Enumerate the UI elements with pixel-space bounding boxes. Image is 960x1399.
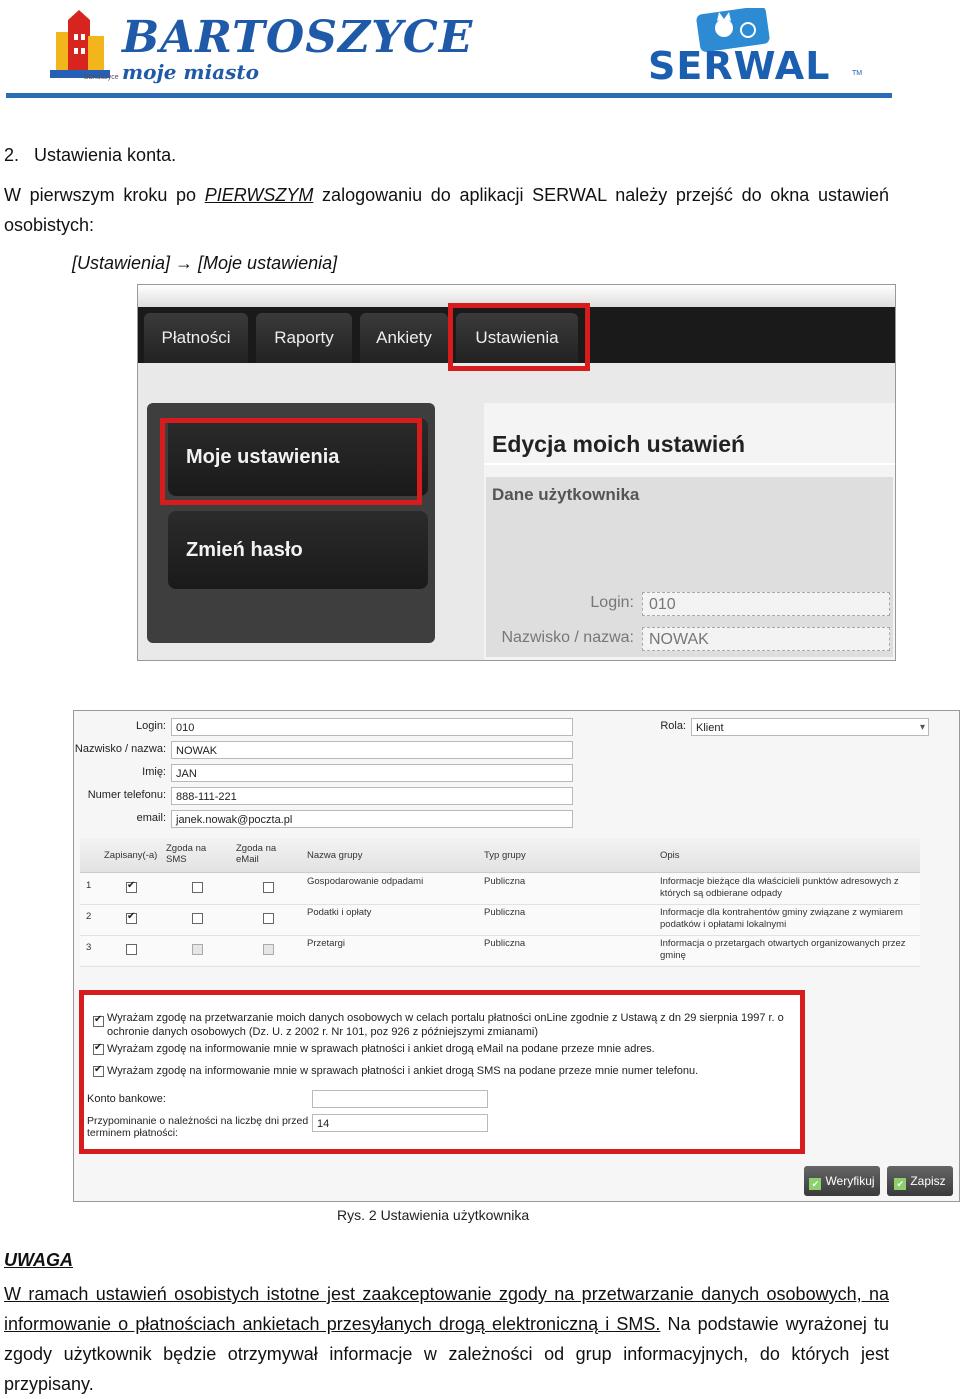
consent-sms-text: Wyrażam zgodę na informowanie mnie w sprawach płatności i ankiet drogą SMS na podane przeze mnie numer telefonu.	[107, 1065, 699, 1077]
logo-subtitle: moje miasto	[122, 60, 259, 84]
zapisz-label: Zapisz	[910, 1174, 946, 1188]
form-phone-label: Numer telefonu:	[87, 789, 166, 801]
trademark: TM	[852, 70, 863, 77]
group-name: Przetargi	[307, 938, 346, 949]
sms-checkbox[interactable]	[192, 913, 203, 924]
form-email-label: email:	[136, 812, 166, 824]
table-row[interactable]	[80, 873, 920, 905]
check-icon: ✔	[809, 1178, 821, 1190]
group-description: Informacje bieżące dla właścicieli punktów adresowych z których są odbierane odpady	[660, 876, 899, 899]
col-zgoda-email: Zgoda na eMail	[236, 843, 277, 865]
logo-small-text: Bartoszyce	[84, 74, 119, 81]
reminder-days-input[interactable]: 14	[312, 1114, 488, 1132]
tab-raporty[interactable]: Raporty	[256, 313, 352, 363]
figure-caption: Rys. 2 Ustawienia użytkownika	[337, 1207, 530, 1223]
town-hall-icon	[50, 10, 114, 82]
highlight-moje-ustawienia	[160, 418, 422, 505]
group-description: Informacja o przetargach otwartych organizowanych przez gminę	[660, 938, 906, 961]
sms-checkbox[interactable]	[192, 944, 203, 955]
intro-paragraph	[4, 180, 889, 240]
email-checkbox[interactable]	[263, 944, 274, 955]
zapisz-button[interactable]	[887, 1166, 953, 1196]
group-name: Podatki i opłaty	[307, 907, 372, 918]
logo-title: BARTOSZYCE	[122, 12, 474, 63]
reminder-label: Przypominanie o należności na liczbę dni przed terminem płatności:	[87, 1115, 309, 1139]
surname-field[interactable]: NOWAK	[642, 627, 890, 651]
table-header	[80, 838, 920, 873]
form-login-input[interactable]: 010	[171, 718, 573, 736]
row-number: 1	[86, 880, 92, 891]
col-opis: Opis	[660, 850, 680, 861]
user-data-heading: Dane użytkownika	[492, 485, 640, 504]
consent-data-text: Wyrażam zgodę na przetwarzanie moich danych osobowych w celach portalu płatności onLine zgodnie z Ustawą z dn 29 sierpnia 1997 r. o ochronie danych osobowych (Dz. U. z 2002 r. Nr 101, poz 926 z późniejszymi zmianami)	[107, 1012, 784, 1038]
table-row[interactable]	[80, 935, 920, 967]
check-icon: ✔	[894, 1178, 906, 1190]
intro-text: W pierwszym kroku po	[4, 185, 205, 205]
group-type: Publiczna	[484, 876, 526, 887]
zmien-haslo-button[interactable]: Zmień hasło	[168, 511, 428, 589]
login-field[interactable]: 010	[642, 592, 890, 616]
chevron-down-icon: ▾	[919, 722, 925, 733]
highlight-ustawienia	[448, 303, 590, 371]
sms-checkbox[interactable]	[192, 882, 203, 893]
bartoszyce-logo	[50, 8, 474, 88]
col-zapisany: Zapisany(-a)	[104, 850, 158, 861]
form-surname-input[interactable]: NOWAK	[171, 741, 573, 759]
form-phone-input[interactable]: 888-111-221	[171, 787, 573, 805]
role-value: Klient	[696, 722, 724, 734]
user-settings-form-screenshot	[73, 710, 960, 1202]
edit-settings-title: Edycja moich ustawień	[492, 431, 746, 457]
intro-text-end: zalogowaniu do aplikacji SERWAL należy przejść do okna ustawień osobistych:	[4, 185, 889, 235]
zapisany-checkbox[interactable]	[126, 913, 137, 924]
zapisany-checkbox[interactable]	[126, 944, 137, 955]
note-text: Na podstawie wyrażonej tu zgody użytkownik będzie otrzymywał informacje w zależności od grup informacyjnych, do których jest przypisany.	[4, 1314, 889, 1394]
email-checkbox[interactable]	[263, 913, 274, 924]
table-row[interactable]	[80, 904, 920, 936]
highlight-consents	[79, 990, 805, 1154]
note-title: UWAGA	[4, 1250, 73, 1270]
form-firstname-input[interactable]: JAN	[171, 764, 573, 782]
row-number: 2	[86, 911, 92, 922]
group-type: Publiczna	[484, 938, 526, 949]
col-zgoda-sms: Zgoda na SMS	[166, 843, 207, 865]
zapisany-checkbox[interactable]	[126, 882, 137, 893]
tab-platnosci[interactable]: Płatności	[144, 313, 248, 363]
role-select[interactable]	[691, 718, 929, 736]
weryfikuj-label: Weryfikuj	[825, 1174, 875, 1188]
serwal-logo	[640, 8, 870, 88]
col-typ-grupy: Typ grupy	[484, 850, 526, 861]
tab-ustawienia[interactable]: Ustawienia	[456, 313, 578, 363]
form-surname-label: Nazwisko / nazwa:	[74, 743, 166, 755]
consent-email-text: Wyrażam zgodę na informowanie mnie w sprawach płatności i ankiet drogą eMail na podane przeze mnie adres.	[107, 1043, 655, 1055]
form-firstname-label: Imię:	[142, 766, 166, 778]
group-name: Gospodarowanie odpadami	[307, 876, 424, 887]
form-login-label: Login:	[136, 720, 166, 732]
serwal-wordmark: SERWAL	[648, 44, 831, 88]
title-divider	[484, 463, 895, 465]
col-nazwa-grupy: Nazwa grupy	[307, 850, 363, 861]
moje-ustawienia-button[interactable]: Moje ustawienia	[168, 418, 428, 496]
login-label: Login:	[590, 594, 634, 611]
group-type: Publiczna	[484, 907, 526, 918]
tab-ankiety[interactable]: Ankiety	[360, 313, 448, 363]
groups-table	[80, 838, 920, 965]
row-number: 3	[86, 942, 92, 953]
section-heading: 2. Ustawienia konta.	[4, 145, 177, 165]
note-underlined-text: W ramach ustawień osobistych istotne jest zaakceptowanie zgody na przetwarzanie danych osobowych, na informowanie o płatnościach ankietach przesyłanych drogą elektroniczną i SMS.	[4, 1284, 889, 1334]
group-description: Informacje dla kontrahentów gminy związane z wymiarem podatków i opłatami lokalnymi	[660, 907, 903, 930]
email-checkbox[interactable]	[263, 882, 274, 893]
header-rule	[6, 93, 892, 98]
surname-label: Nazwisko / nazwa:	[501, 629, 634, 646]
bank-account-label: Konto bankowe:	[87, 1093, 166, 1105]
intro-emphasis: PIERWSZYM	[204, 185, 314, 205]
settings-menu-screenshot	[137, 284, 896, 661]
note-paragraph	[4, 1279, 889, 1399]
role-label: Rola:	[660, 720, 686, 732]
weryfikuj-button[interactable]	[804, 1166, 880, 1196]
menu-path: [Ustawienia] → [Moje ustawienia]	[72, 253, 338, 273]
form-email-input[interactable]: janek.nowak@poczta.pl	[171, 810, 573, 828]
